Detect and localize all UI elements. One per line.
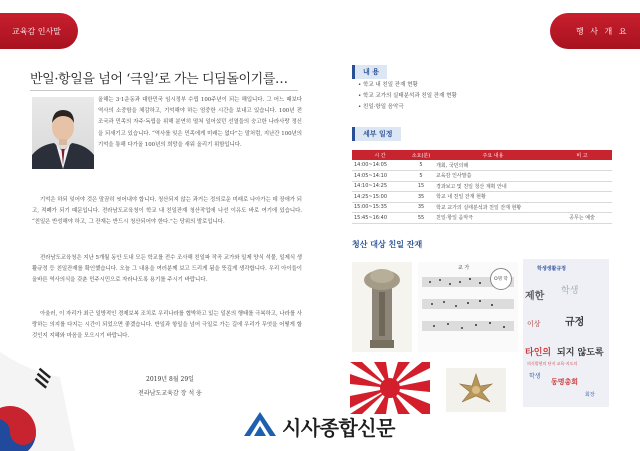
duration-cell: 55 — [408, 213, 434, 224]
duration-cell: 5 — [408, 171, 434, 182]
greeting-date: 2019년 8월 29일 — [146, 376, 194, 383]
content-cell: 경과보고 및 친일 청산 계획 안내 — [434, 181, 552, 192]
school-badge: O명 학 — [490, 268, 512, 290]
contents-item-text: 친일·항일 음악극 — [363, 104, 404, 110]
cloud-word: 학생 — [561, 286, 579, 296]
schedule-table — [352, 150, 612, 224]
greeting-paragraph-4: 아울러, 이 자리가 최근 일방적인 경제보복 조치로 우리나라를 협박하고 있는 일본의 행태를 극복하고, 나라를 사랑하는 의지를 다지는 시간이 되었으면 좋겠습니다. 반일과 항일을 넘어 극일로 가는 길에 우리가 무엇을 어떻게 할 것인지 지혜와 마음을 모으시기 바랍니다. — [32, 311, 302, 340]
col-content-header: 주요 내용 — [434, 150, 552, 160]
note-cell — [552, 202, 612, 213]
greeting-paragraph-2: 기억은 하되 잊어야 것은 말끔히 씻어내야 합니다. 청산되지 않는 과거는 정의로운 미래로 나아가는 데 장애가 되고, 적폐가 되기 때문입니다. 전라남도교육청이 학교 내 친일잔재 청산작업에 나선 이유도 바로 여기에 있습니다. “친일은 반성해야 하고, 그 잔재는 반드시 청산되어야 한다.”는 당위의 발로입니다. — [32, 197, 302, 226]
note-cell: 공무는 예술 — [552, 213, 612, 224]
contents-item-text: 학교 내 친일 잔재 현황 — [363, 82, 418, 88]
time-cell: 14:25~15:00 — [352, 192, 408, 203]
time-cell: 15:45~16:40 — [352, 213, 408, 224]
cloud-word: 동명총회 — [551, 378, 579, 386]
content-cell: 학교 내 친일 잔재 현황 — [434, 192, 552, 203]
score-heading: 교 가 — [458, 265, 470, 271]
stone-monument-image — [352, 262, 412, 352]
time-cell: 14:05~14:10 — [352, 171, 408, 182]
col-note-header: 비 고 — [552, 150, 612, 160]
left-tab — [0, 13, 78, 49]
cloud-word: 학생생활규정 — [537, 266, 566, 272]
contents-item-text: 학교 교가의 실태분석과 친일 잔재 현황 — [363, 93, 457, 99]
contents-item: • 학교 교가의 실태분석과 친일 잔재 현황 — [358, 93, 457, 99]
contents-section-label: 내 용 — [352, 65, 387, 79]
right-tab — [550, 13, 640, 49]
taegukgi-flag-image — [0, 352, 75, 451]
publisher-logo-text: 시사종합신문 — [282, 415, 395, 440]
cloud-word: 타인의 — [525, 348, 552, 358]
gold-emblem-image — [446, 368, 506, 412]
cloud-word: 제한 — [525, 291, 545, 302]
school-song-score — [418, 262, 518, 352]
table-row — [352, 213, 612, 224]
col-duration-header: 소요(분) — [408, 150, 434, 160]
cloud-word: 회장 — [585, 392, 595, 398]
table-row — [352, 181, 612, 192]
publisher-logo-icon — [244, 412, 276, 440]
title-divider — [30, 90, 298, 91]
duration-cell: 15 — [408, 181, 434, 192]
greeting-paragraph-1: 올해는 3·1운동과 대한민국 임시정부 수립 100주년이 되는 해입니다. 그 어느 때보다 역사의 소중함을 체감하고, 기억해야 하는 엄중한 시간을 보내고 있습니다. 100년 전 조국과 민족의 자주·독립을 위해 분연히 떨쳐 일어섰던 선열들의 숭고한 나라사랑 정신을 되새기고 있습니다. “역사를 잊은 민족에게 미래는 없다”는 말처럼, 지난간 100년의 기억을 통해 다가올 100년의 희망을 새워 올리기 위함입니다. — [98, 97, 302, 148]
rising-sun-flag-image — [350, 362, 430, 414]
right-tab-label: 행 사 개 요 — [576, 26, 629, 36]
table-row — [352, 192, 612, 203]
time-cell: 15:00~15:35 — [352, 202, 408, 213]
schedule-header-row — [352, 150, 612, 160]
school-rules-word-cloud — [523, 259, 609, 407]
duration-cell: 35 — [408, 202, 434, 213]
note-cell — [552, 181, 612, 192]
contents-item: • 학교 내 친일 잔재 현황 — [358, 82, 418, 88]
duration-cell: 5 — [408, 160, 434, 171]
content-cell: 친일·항일 음악극 — [434, 213, 552, 224]
cloud-word: 규정 — [565, 317, 585, 328]
content-cell: 교육감 인사말씀 — [434, 171, 552, 182]
cloud-word: 학생 — [529, 373, 541, 380]
table-row — [352, 160, 612, 171]
note-cell — [552, 171, 612, 182]
contents-item: • 친일·항일 음악극 — [358, 104, 404, 110]
content-cell: 학교 교가의 실태분석과 친일 잔재 현황 — [434, 202, 552, 213]
greeting-signature: 전라남도교육감 장 석 웅 — [138, 390, 202, 397]
cloud-word: 되지 않도록 — [557, 348, 604, 358]
note-cell — [552, 160, 612, 171]
duration-cell: 35 — [408, 192, 434, 203]
greeting-paragraph-3: 전라남도교육청은 지난 5개월 동안 도내 모든 학교를 전수 조사해 친일파 작곡 교가와 일제 양식 석물, 일제식 생활규정 등 친일잔재를 확인했습니다. 오늘 그 내용을 여러분께 보고 드리게 됨을 뜻깊게 생각합니다. 우리 아이들이 올바른 역사의식을 갖춘 민주시민으로 자라나도록 용기를 주시기 바랍니다. — [32, 255, 302, 284]
table-row — [352, 202, 612, 213]
cloud-word: 의식발현의 단지 교육·지도의 — [527, 361, 578, 366]
note-cell — [552, 192, 612, 203]
time-cell: 14:10~14:25 — [352, 181, 408, 192]
cloud-word: 이상 — [527, 320, 541, 328]
content-cell: 개회, 국민의례 — [434, 160, 552, 171]
left-tab-label: 교육감 인사말 — [12, 26, 61, 36]
page-title: 반일·항일을 넘어 ‘극일’로 가는 디딤돌이기를… — [30, 72, 288, 87]
col-time-header: 시 간 — [352, 150, 408, 160]
remnants-section-label: 청산 대상 친일 잔재 — [352, 238, 422, 252]
schedule-section-label: 세부 일정 — [352, 127, 401, 141]
table-row — [352, 171, 612, 182]
time-cell: 14:00~14:05 — [352, 160, 408, 171]
publisher-logo — [244, 413, 395, 439]
